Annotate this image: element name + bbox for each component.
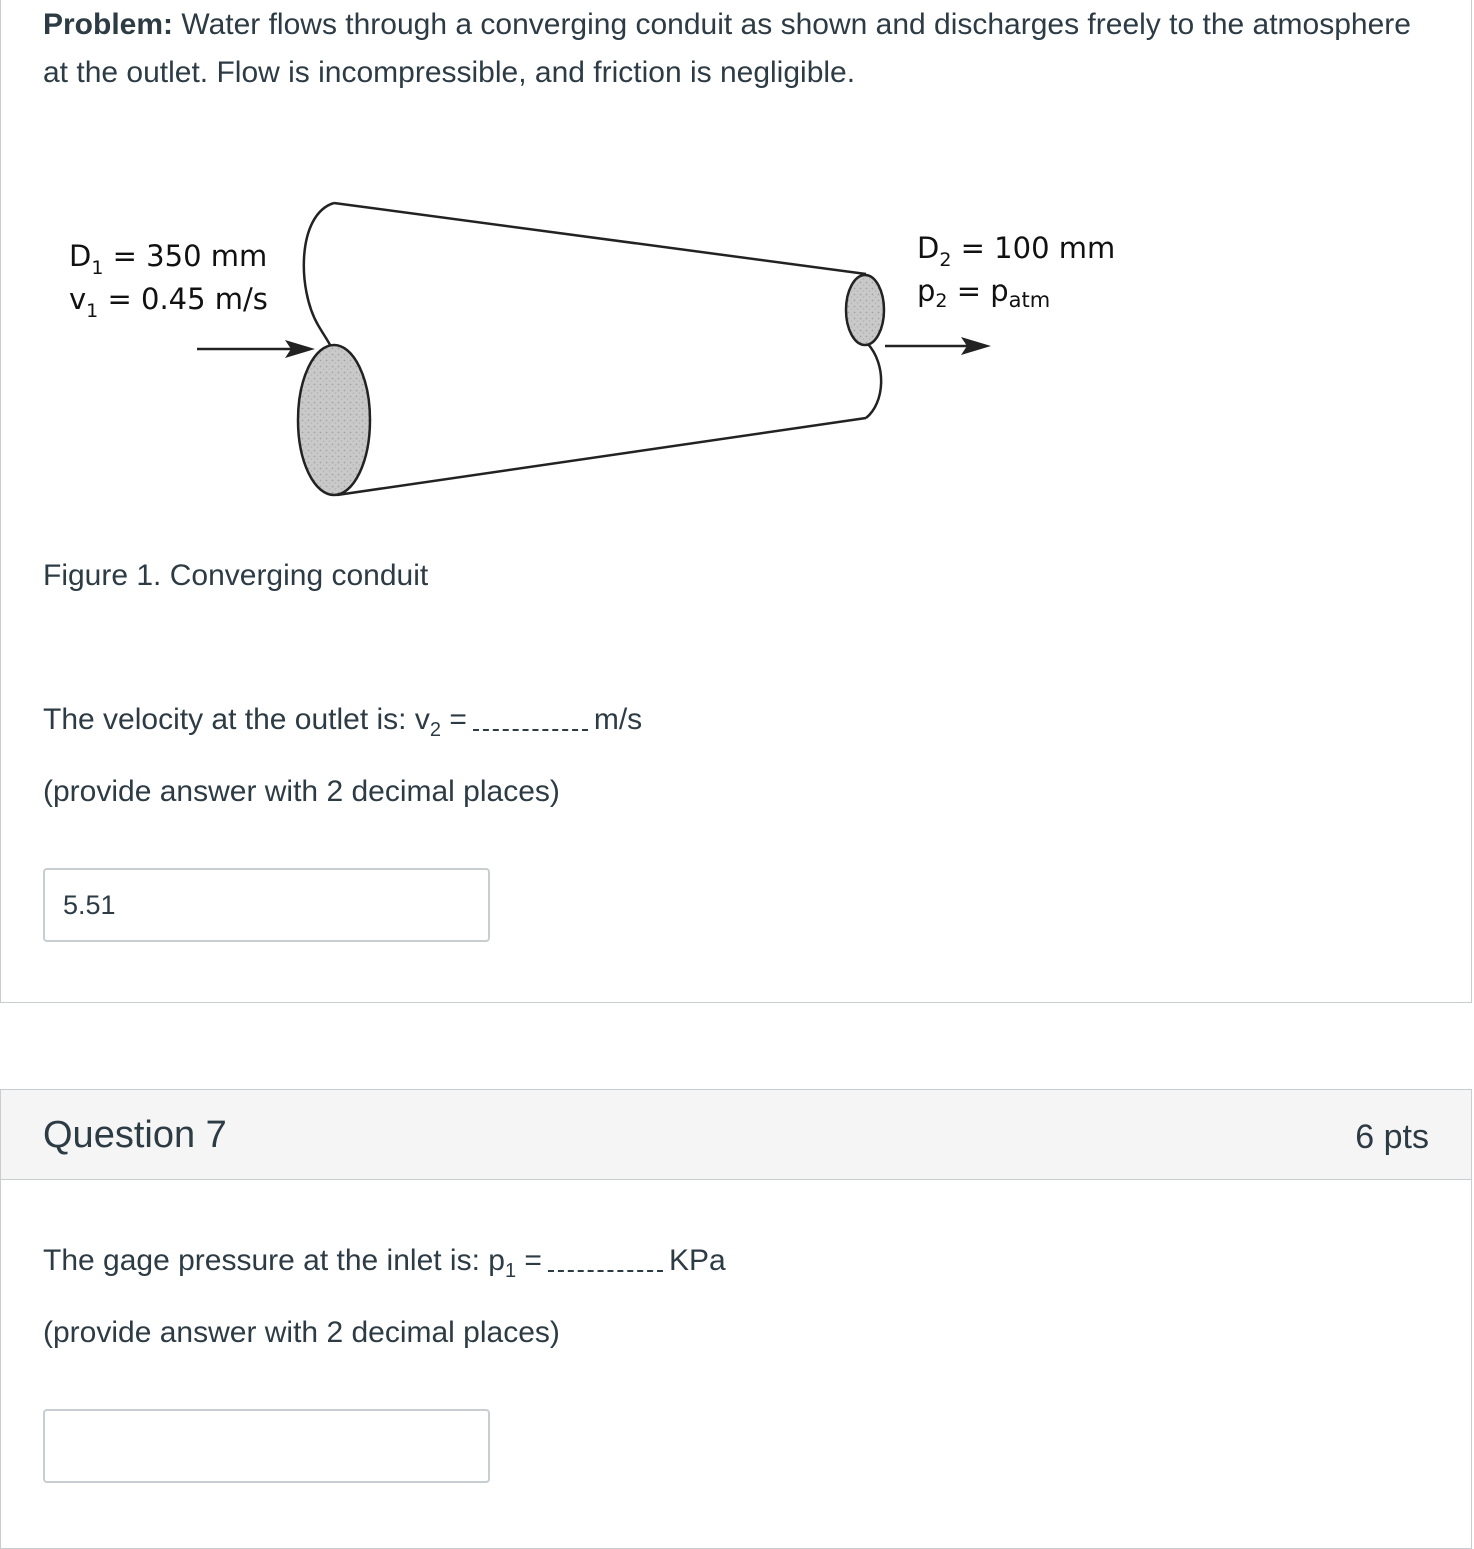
answer-input-q6[interactable] — [43, 868, 490, 942]
inlet-velocity-label: $v_1 = 0.45$ m/s — [69, 282, 268, 322]
outlet-diameter-label: $D_2 = 100$ mm — [917, 231, 1116, 271]
outlet-cross-section — [846, 275, 884, 345]
answer-blank — [548, 1252, 663, 1272]
problem-text: Water flows through a converging conduit as shown and discharges freely to the atmosphere at the outlet. Flow is incompressible, and friction is negligible. — [43, 8, 1411, 89]
decimal-places-note: (provide answer with 2 decimal places) — [43, 775, 560, 808]
decimal-places-note: (provide answer with 2 decimal places) — [43, 1316, 560, 1349]
question-7-card — [0, 1089, 1472, 1549]
problem-label: Problem: — [43, 8, 174, 41]
question-title: Question 7 — [43, 1114, 227, 1156]
outlet-pressure-label: $p_2 = p_{atm}$ — [917, 274, 1051, 312]
question-points: 6 pts — [1355, 1118, 1429, 1156]
conduit-top-edge — [334, 203, 866, 274]
inlet-cross-section — [298, 345, 370, 495]
question-7-prompt: The gage pressure at the inlet is: $p_1$ = KPa — [43, 1244, 726, 1282]
question-6-prompt: The velocity at the outlet is: $v_2 = m/s$ — [43, 703, 643, 741]
question-header — [1, 1090, 1471, 1180]
converging-conduit-figure — [1, 0, 1473, 559]
figure-caption: Figure 1. Converging conduit — [43, 559, 429, 592]
answer-input-q7[interactable] — [43, 1409, 490, 1483]
conduit-bottom-edge — [337, 418, 866, 495]
conduit-inlet-curve — [304, 203, 334, 347]
answer-blank — [473, 711, 588, 731]
conduit-outlet-curve — [866, 343, 881, 418]
inlet-diameter-label: $D_1 = 350$ mm — [69, 239, 268, 279]
